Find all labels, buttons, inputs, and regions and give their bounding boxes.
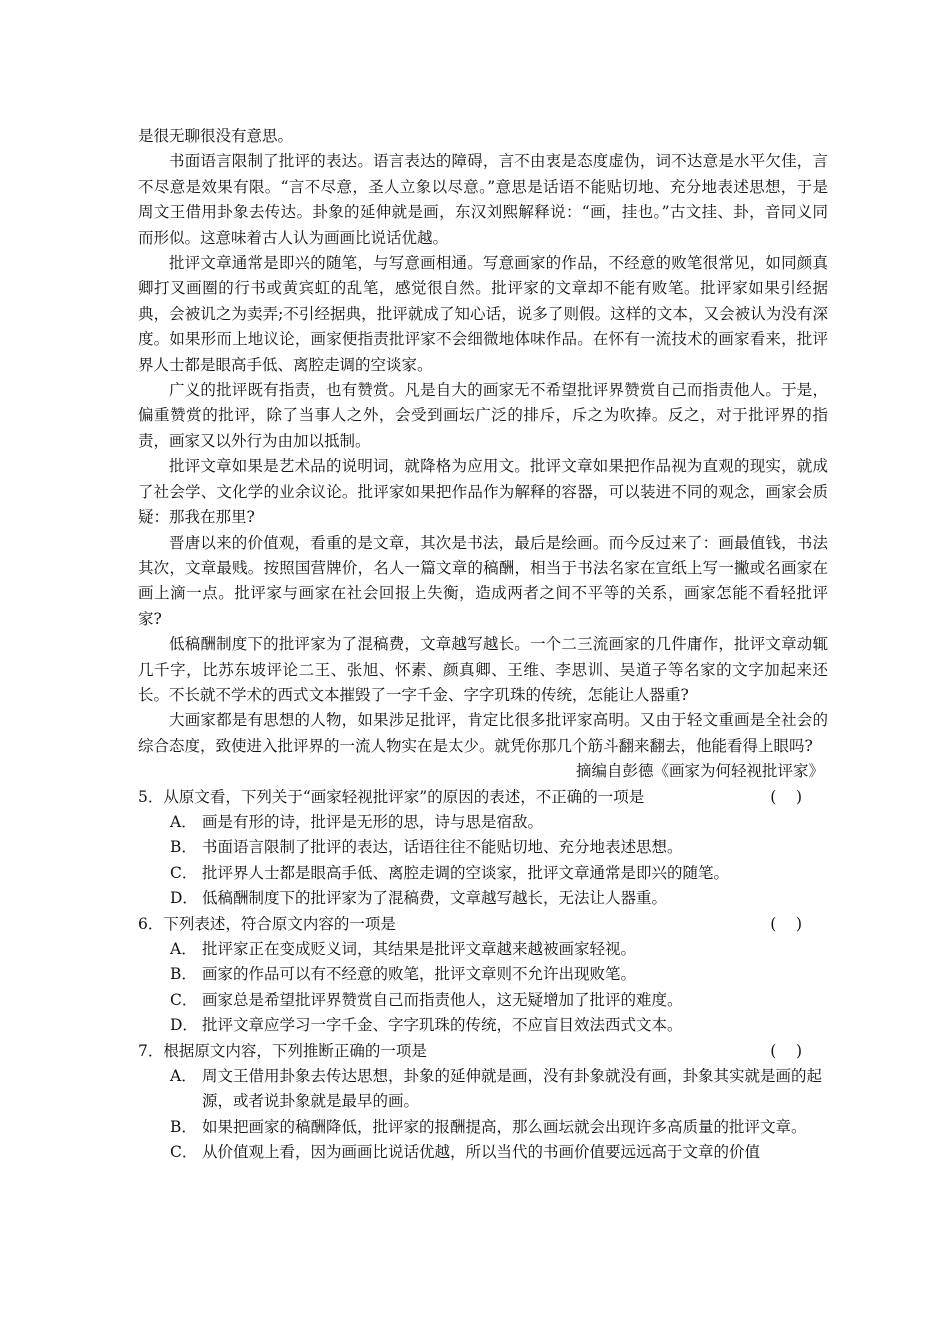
article-paragraph: 低稿酬制度下的批评家为了混稿费，文章越写越长。一个二三流画家的几件庸作，批评文章动辄几千字，比苏东坡评论二王、张旭、怀素、颜真卿、王维、李思训、吴道子等名家的文字加起来还长。不长就不学术的西式文本摧毁了一字千金、字字玑珠的传统，怎能让人器重?: [138, 635, 828, 704]
option-a: [170, 1064, 828, 1115]
question-text: 7．根据原文内容，下列推断正确的一项是: [138, 1041, 427, 1060]
option-text: 周文王借用卦象去传达思想，卦象的延伸就是画，没有卦象就没有画，卦象其实就是画的起源，或者说卦象就是最早的画。: [202, 1067, 823, 1111]
article-paragraph: 书面语言限制了批评的表达。语言表达的障碍，言不由衷是态度虚伪，词不达意是水平欠佳，言不尽意是效果有限。“言不尽意，圣人立象以尽意。”意思是话语不能贴切地、充分地表述思想，于是周文王借用卦象去传达。卦象的延伸就是画，东汉刘熙解释说：“画，挂也。”古文挂、卦，音同义同而形似。这意味着古人认为画画比说话优越。: [138, 152, 828, 247]
option-label: D．: [170, 889, 198, 908]
question-text: 5．从原文看，下列关于“画家轻视批评家”的原因的表述，不正确的一项是: [138, 787, 645, 806]
option-label: B．: [170, 1117, 197, 1136]
option-label: A．: [170, 812, 197, 831]
option-b: [170, 1115, 828, 1140]
option-label: C．: [170, 863, 198, 882]
option-text: 低稿酬制度下的批评家为了混稿费，文章越写越长，无法让人器重。: [202, 889, 668, 908]
article-paragraph: 大画家都是有思想的人物，如果涉足批评，肯定比很多批评家高明。又由于轻文重画是全社会的综合态度，致使进入批评界的一流人物实在是太少。就凭你那几个筋斗翻来翻去，他能看得上眼吗?: [138, 711, 828, 755]
option-label: B．: [170, 838, 197, 857]
option-text: 从价值观上看，因为画画比说话优越，所以当代的书画价值要远远高于文章的价值: [202, 1143, 761, 1162]
option-text: 书面语言限制了批评的表达，话语往往不能贴切地、充分地表述思想。: [202, 838, 683, 857]
option-text: 画是有形的诗，批评是无形的思，诗与思是宿敌。: [202, 812, 544, 831]
question-6: [138, 912, 828, 1039]
article-source: 摘编自彭德《画家为何轻视批评家》: [575, 762, 824, 781]
option-a: [170, 937, 828, 962]
option-label: C．: [170, 1143, 198, 1162]
article-paragraph: 是很无聊很没有意思。: [138, 127, 294, 145]
option-label: C．: [170, 990, 198, 1009]
option-label: A．: [170, 940, 197, 958]
question-5: [138, 785, 828, 912]
option-c: [170, 861, 828, 886]
option-label: D．: [170, 1016, 198, 1035]
question-text: 6．下列表述，符合原文内容的一项是: [138, 914, 396, 933]
question-stem: [138, 912, 828, 937]
question-7: [138, 1039, 828, 1166]
document-page: [138, 124, 828, 1166]
article-paragraph: 晋唐以来的价值观，看重的是文章，其次是书法，最后是绘画。而今反过来了：画最值钱，书法其次，文章最贱。按照国营牌价，名人一篇文章的稿酬，相当于书法名家在宣纸上写一撇或名画家在画上滴一点。批评家与画家在社会回报上失衡，造成两者之间不平等的关系，画家怎能不看轻批评家?: [138, 533, 828, 628]
article-body: [138, 124, 828, 785]
option-b: [170, 962, 828, 987]
option-b: [170, 835, 828, 860]
option-text: 批评界人士都是眼高手低、离腔走调的空谈家，批评文章通常是即兴的随笔。: [202, 863, 730, 882]
option-text: 画家的作品可以有不经意的败笔，批评文章则不允许出现败笔。: [202, 965, 637, 984]
answer-blank: ( ): [770, 914, 802, 933]
option-a: [170, 810, 828, 835]
answer-blank: ( ): [770, 1041, 802, 1060]
option-text: 批评家正在变成贬义词，其结果是批评文章越来越被画家轻视。: [202, 940, 637, 958]
option-d: [170, 1013, 828, 1038]
article-paragraph: 批评文章如果是艺术品的说明词，就降格为应用文。批评文章如果把作品视为直观的现实，就成了社会学、文化学的业余议论。批评家如果把作品作为解释的容器，可以装进不同的观念，画家会质疑：那我在那里?: [138, 457, 828, 527]
option-d: [170, 886, 828, 911]
question-stem: [138, 1039, 828, 1064]
option-label: B．: [170, 965, 197, 984]
option-text: 批评文章应学习一字千金、字字玑珠的传统，不应盲目效法西式文本。: [202, 1016, 683, 1035]
article-paragraph: 批评文章通常是即兴的随笔，与写意画相通。写意画家的作品，不经意的败笔很常见，如同颜真卿打叉画圈的行书或黄宾虹的乱笔，感觉很自然。批评家的文章却不能有败笔。批评家如果引经据典，会被讥之为卖弄;不引经据典，批评就成了知心话，说多了则假。这样的文本，又会被认为没有深度。如果形而上地议论，画家便指责批评家不会细微地体味作品。在怀有一流技术的画家看来，批评界人士都是眼高手低、离腔走调的空谈家。: [138, 254, 828, 374]
option-c: [170, 988, 828, 1013]
option-label: A．: [170, 1067, 197, 1086]
article-paragraph: 广义的批评既有指责，也有赞赏。凡是自大的画家无不希望批评界赞赏自己而指责他人。于是，偏重赞赏的批评，除了当事人之外，会受到画坛广泛的排斥，斥之为吹捧。反之，对于批评界的指责，画家又以外行为由加以抵制。: [138, 381, 828, 450]
option-text: 画家总是希望批评界赞赏自己而指责他人，这无疑增加了批评的难度。: [202, 990, 683, 1009]
option-c: [170, 1140, 828, 1165]
answer-blank: ( ): [770, 787, 802, 806]
question-stem: [138, 785, 828, 810]
option-text: 如果把画家的稿酬降低，批评家的报酬提高，那么画坛就会出现许多高质量的批评文章。: [202, 1117, 807, 1136]
